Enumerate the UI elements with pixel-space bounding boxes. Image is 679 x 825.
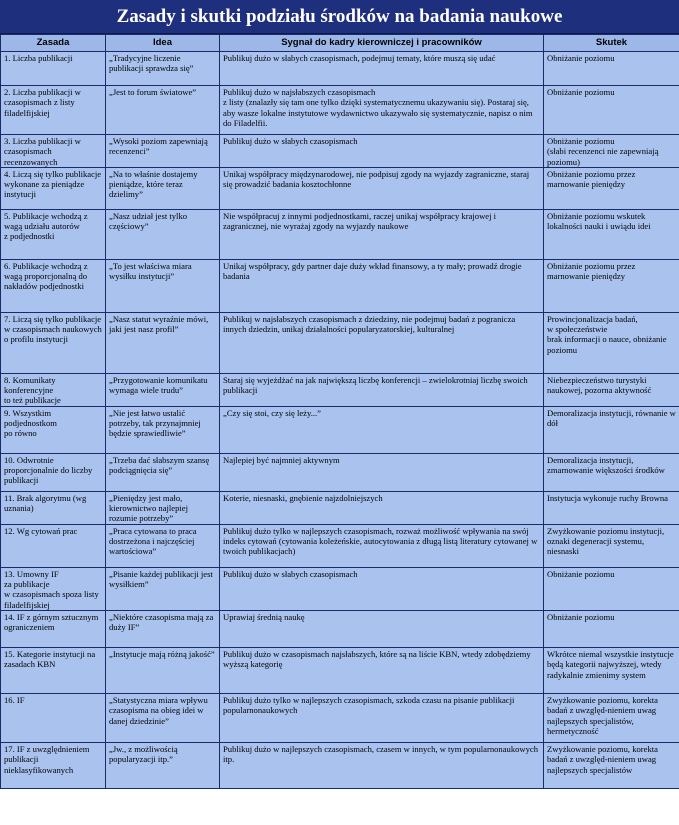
cell-zasada: 1. Liczba publikacji	[1, 52, 106, 86]
cell-skutek: Prowincjonalizacja badań, w społeczeństwie brak informacji o nauce, obniżanie poziomu	[544, 312, 679, 373]
cell-sygnal: Publikuj dużo w najlepszych czasopismach, czasem w innych, w tym popularnonaukowych itp.	[220, 742, 544, 788]
cell-idea: „Przygotowanie komunikatu wymaga wiele trudu”	[106, 373, 220, 406]
table-row	[1, 742, 679, 788]
cell-sygnal: Publikuj dużo w słabych czasopismach	[220, 567, 544, 610]
cell-zasada: 8. Komunikaty konferencyjne to też publikacje	[1, 373, 106, 406]
table-header	[1, 35, 679, 52]
table-row	[1, 167, 679, 209]
cell-idea: „Niektóre czasopisma mają za duży IF”	[106, 610, 220, 647]
cell-zasada: 6. Publikacje wchodzą z wagą proporcjonalną do nakładów podjednostki	[1, 259, 106, 312]
cell-sygnal: Uprawiaj średnią naukę	[220, 610, 544, 647]
cell-sygnal: Unikaj współpracy międzynarodowej, nie podpisuj zgody na wyjazdy zagraniczne, staraj się prowadzić badania kosztochłonne	[220, 167, 544, 209]
cell-skutek: Obniżanie poziomu	[544, 567, 679, 610]
cell-zasada: 3. Liczba publikacji w czasopismach recenzowanych	[1, 135, 106, 168]
cell-idea: „Instytucje mają różną jakość”	[106, 647, 220, 693]
cell-sygnal: Publikuj dużo tylko w najlepszych czasopismach, szkoda czasu na pisanie publikacji popularnonaukowych	[220, 693, 544, 742]
cell-sygnal: Publikuj dużo tylko w najlepszych czasopismach, rozważ możliwość wpływania na swój indeks cytowań (cytowania koleżeńskie, autocytowania z długą listą literatury cytowanej w twoich publikacjach)	[220, 524, 544, 567]
principles-table	[0, 34, 679, 789]
cell-zasada: 9. Wszystkim podjednostkom po równo	[1, 406, 106, 453]
cell-zasada: 11. Brak algorytmu (wg uznania)	[1, 491, 106, 524]
cell-sygnal: Nie współpracuj z innymi podjednostkami, raczej unikaj współpracy krajowej i zagranicznej, nie wyrażaj zgody na wyjazdy naukowe	[220, 209, 544, 259]
cell-skutek: Obniżanie poziomu przez marnowanie pieniędzy	[544, 167, 679, 209]
cell-idea: „Pieniędzy jest mało, kierownictwo najlepiej rozumie potrzeby”	[106, 491, 220, 524]
cell-skutek: Demoralizacja instytucji, zmarnowanie większości środków	[544, 453, 679, 491]
cell-idea: „Nasz statut wyraźnie mówi, jaki jest nasz profil”	[106, 312, 220, 373]
cell-zasada: 4. Liczą się tylko publikacje wykonane za pieniądze instytucji	[1, 167, 106, 209]
cell-zasada: 2. Liczba publikacji w czasopismach z listy filadelfijskiej	[1, 86, 106, 135]
cell-skutek: Obniżanie poziomu	[544, 610, 679, 647]
cell-zasada: 7. Liczą się tylko publikacje w czasopismach naukowych o profilu instytucji	[1, 312, 106, 373]
cell-skutek: Obniżanie poziomu	[544, 86, 679, 135]
cell-skutek: Zwyżkowanie poziomu, korekta badań z uwzględ-nieniem uwag najlepszych specjalistów	[544, 742, 679, 788]
cell-sygnal: Staraj się wyjeżdżać na jak największą liczbę konferencji – zwielokrotniaj liczbę swoich publikacji	[220, 373, 544, 406]
cell-idea: „Pisanie każdej publikacji jest wysiłkiem”	[106, 567, 220, 610]
table-title: Zasady i skutki podziału środków na badania naukowe	[0, 0, 679, 34]
cell-idea: „Nie jest łatwo ustalić potrzeby, tak przynajmniej będzie sprawiedliwie”	[106, 406, 220, 453]
table-row	[1, 52, 679, 86]
table-row	[1, 86, 679, 135]
cell-idea: „Nasz udział jest tylko częściowy”	[106, 209, 220, 259]
cell-sygnal: Publikuj dużo w czasopismach najsłabszych, które są na liście KBN, wtedy zdobędziemy wyższą kategorię	[220, 647, 544, 693]
header-sygnal: Sygnał do kadry kierowniczej i pracowników	[220, 35, 544, 52]
cell-sygnal: Koterie, niesnaski, gnębienie najzdolniejszych	[220, 491, 544, 524]
cell-idea: „Statystyczna miara wpływu czasopisma na obieg idei w danej dziedzinie”	[106, 693, 220, 742]
cell-zasada: 15. Kategorie instytucji na zasadach KBN	[1, 647, 106, 693]
cell-sygnal: Publikuj dużo w słabych czasopismach, podejmuj tematy, które muszą się udać	[220, 52, 544, 86]
header-zasada: Zasada	[1, 35, 106, 52]
cell-idea: „Jest to forum światowe”	[106, 86, 220, 135]
cell-skutek: Obniżanie poziomu (słabi recenzenci nie zapewniają poziomu)	[544, 135, 679, 168]
cell-idea: „Jw., z możliwością popularyzacji itp.”	[106, 742, 220, 788]
table-body	[1, 52, 679, 789]
cell-idea: „Trzeba dać słabszym szansę podciągnięcia się”	[106, 453, 220, 491]
table-row	[1, 209, 679, 259]
table-row	[1, 491, 679, 524]
cell-idea: „Wysoki poziom zapewniają recenzenci”	[106, 135, 220, 168]
table-row	[1, 373, 679, 406]
cell-zasada: 12. Wg cytowań prac	[1, 524, 106, 567]
cell-idea: „To jest właściwa miara wysiłku instytucji”	[106, 259, 220, 312]
cell-skutek: Instytucja wykonuje ruchy Browna	[544, 491, 679, 524]
cell-zasada: 10. Odwrotnie proporcjonalnie do liczby publikacji	[1, 453, 106, 491]
cell-sygnal: Najlepiej być najmniej aktywnym	[220, 453, 544, 491]
cell-zasada: 17. IF z uwzględnieniem publikacji nieklasyfikowanych	[1, 742, 106, 788]
table-row	[1, 693, 679, 742]
cell-skutek: Zwyżkowanie poziomu instytucji, oznaki degeneracji systemu, niesnaski	[544, 524, 679, 567]
cell-sygnal: „Czy się stoi, czy się leży...”	[220, 406, 544, 453]
header-row	[1, 35, 679, 52]
header-skutek: Skutek	[544, 35, 679, 52]
table-row	[1, 567, 679, 610]
table-row	[1, 312, 679, 373]
cell-sygnal: Publikuj w najsłabszych czasopismach z dziedziny, nie podejmuj badań z pogranicza innych dziedzin, unikaj działalności popularyzatorskiej, kulturalnej	[220, 312, 544, 373]
cell-zasada: 14. IF z górnym sztucznym ograniczeniem	[1, 610, 106, 647]
cell-skutek: Demoralizacja instytucji, równanie w dół	[544, 406, 679, 453]
table-row	[1, 647, 679, 693]
table-row	[1, 610, 679, 647]
cell-skutek: Niebezpieczeństwo turystyki naukowej, pozorna aktywność	[544, 373, 679, 406]
cell-idea: „Tradycyjne liczenie publikacji sprawdza się”	[106, 52, 220, 86]
cell-zasada: 5. Publikacje wchodzą z wagą udziału autorów z podjednostki	[1, 209, 106, 259]
cell-idea: „Na to właśnie dostajemy pieniądze, które teraz dzielimy”	[106, 167, 220, 209]
cell-sygnal: Publikuj dużo w najsłabszych czasopismach z listy (znalazły się tam one tylko dzięki systematycznemu ukazywaniu się). Postaraj się, aby wasze lokalne instytutowe wydawnictwo ukazywało się systematycznie, napisz o nim do Filadelfii.	[220, 86, 544, 135]
cell-sygnal: Unikaj współpracy, gdy partner daje duży wkład finansowy, a ty mały; prowadź drogie badania	[220, 259, 544, 312]
table-row	[1, 135, 679, 168]
table-row	[1, 259, 679, 312]
table-row	[1, 453, 679, 491]
cell-zasada: 13. Umowny IF za publikacje w czasopismach spoza listy filadelfijskiej	[1, 567, 106, 610]
cell-skutek: Obniżanie poziomu wskutek lokalności nauki i uwiądu idei	[544, 209, 679, 259]
cell-zasada: 16. IF	[1, 693, 106, 742]
cell-sygnal: Publikuj dużo w słabych czasopismach	[220, 135, 544, 168]
table-row	[1, 524, 679, 567]
cell-skutek: Zwyżkowanie poziomu, korekta badań z uwzględ-nieniem uwag najlepszych specjalistów, hermetyczność	[544, 693, 679, 742]
table-row	[1, 406, 679, 453]
header-idea: Idea	[106, 35, 220, 52]
cell-skutek: Obniżanie poziomu przez marnowanie pieniędzy	[544, 259, 679, 312]
cell-idea: „Praca cytowana to praca dostrzeżona i najczęściej wartościowa”	[106, 524, 220, 567]
cell-skutek: Wkrótce niemal wszystkie instytucje będą kategorii najwyższej, wtedy radykalnie zmienimy system	[544, 647, 679, 693]
cell-skutek: Obniżanie poziomu	[544, 52, 679, 86]
